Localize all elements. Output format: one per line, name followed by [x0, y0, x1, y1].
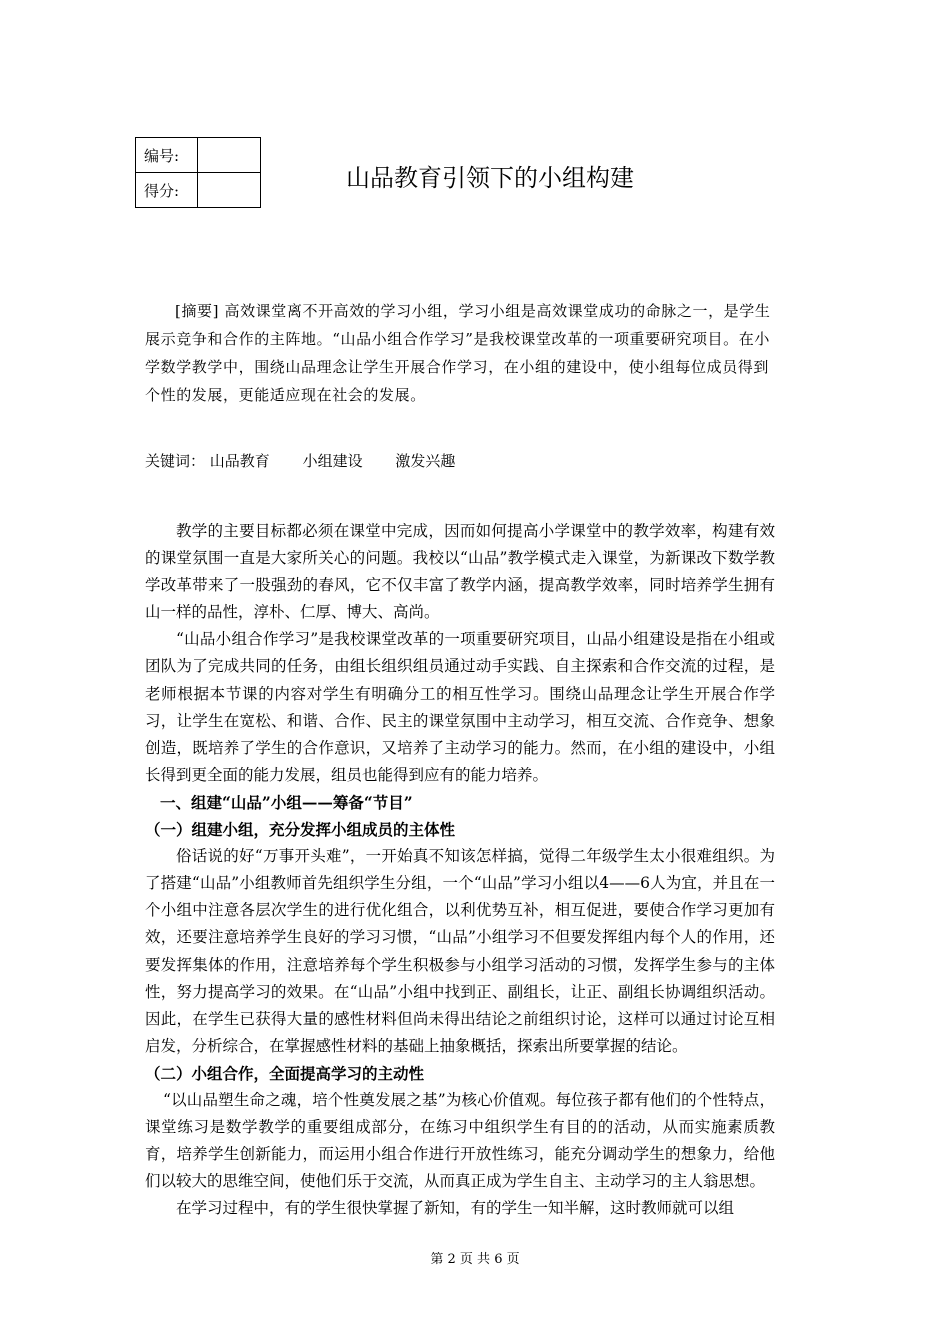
number-label: 编号:: [136, 138, 198, 173]
number-value-cell: [198, 138, 261, 173]
score-value-cell: [198, 173, 261, 208]
keyword-item: 激发兴趣: [395, 452, 456, 470]
score-table: [135, 137, 261, 208]
paragraph: 在学习过程中，有的学生很快掌握了新知，有的学生一知半解，这时教师就可以组: [176, 1199, 735, 1218]
keywords: [145, 449, 775, 473]
abstract: [摘要] 高效课堂离不开高效的学习小组，学习小组是高效课堂成功的命脉之一，是学生展示竞争和合作的主阵地。“山品小组合作学习”是我校课堂改革的一项重要研究项目。在小学数学教学中，围绕山品理念让学生开展合作学习，在小组的建设中，使小组每位成员得到个性的发展，更能适应现在社会的发展。: [145, 302, 771, 404]
subsection-heading: （二）小组合作，全面提高学习的主动性: [145, 1063, 425, 1083]
document-body: [145, 518, 775, 1222]
score-label: 得分:: [136, 173, 198, 208]
paragraph: “山品小组合作学习”是我校课堂改革的一项重要研究项目，山品小组建设是指在小组或团队为了完成共同的任务，由组长组织组员通过动手实践、自主探索和合作交流的过程，是老师根据本节课的内容对学生有明确分工的相互性学习。围绕山品理念让学生开展合作学习，让学生在宽松、和谐、合作、民主的课堂氛围中主动学习，相互交流、合作竞争、想象创造，既培养了学生的合作意识，又培养了主动学习的能力。然而，在小组的建设中，小组长得到更全面的能力发展，组员也能得到应有的能力培养。: [145, 630, 775, 784]
keyword-item: 山品教育: [209, 452, 270, 470]
document-title: 山品教育引领下的小组构建: [346, 164, 634, 192]
section-heading: 一、组建“山品”小组——筹备“节目”: [160, 792, 413, 812]
paragraph: “以山品塑生命之魂，培个性奠发展之基”为核心价值观。每位孩子都有他们的个性特点，课堂练习是数学教学的重要组成部分，在练习中组织学生有目的的活动，从而实施素质教育，培养学生创新能力，而运用小组合作进行开放性练习，能充分调动学生的想象力，给他们以较大的思维空间，使他们乐于交流，从而真正成为学生自主、主动学习的主人翁思想。: [145, 1090, 775, 1191]
keyword-item: 小组建设: [302, 452, 363, 470]
paragraph: 教学的主要目标都必须在课堂中完成，因而如何提高小学课堂中的教学效率，构建有效的课堂氛围一直是大家所关心的问题。我校以“山品”教学模式走入课堂，为新课改下数学教学改革带来了一股强劲的春风，它不仅丰富了教学内涵，提高教学效率，同时培养学生拥有山一样的品性，淳朴、仁厚、博大、高尚。: [145, 522, 775, 622]
subsection-heading: （一）组建小组，充分发挥小组成员的主体性: [145, 820, 456, 840]
page-footer: 第 2 页 共 6 页: [430, 1252, 520, 1267]
keywords-label: 关键词：: [145, 452, 206, 470]
paragraph: 俗话说的好“万事开头难”，一开始真不知该怎样搞，觉得二年级学生太小很难组织。为了搭建“山品”小组教师首先组织学生分组，一个“山品”学习小组以4——6人为宜，并且在一个小组中注意各层次学生的进行优化组合，以利优势互补，相互促进，要使合作学习更加有效，还要注意培养学生良好的学习习惯，“山品”小组学习不但要发挥组内每个人的作用，还要发挥集体的作用，注意培养每个学生积极参与小组学习活动的习惯，发挥学生参与的主体性，努力提高学习的效果。在“山品”小组中找到正、副组长，让正、副组长协调组织活动。因此，在学生已获得大量的感性材料但尚未得出结论之前组织讨论，这样可以通过讨论互相启发，分析综合，在掌握感性材料的基础上抽象概括，探索出所要掌握的结论。: [145, 847, 775, 1055]
